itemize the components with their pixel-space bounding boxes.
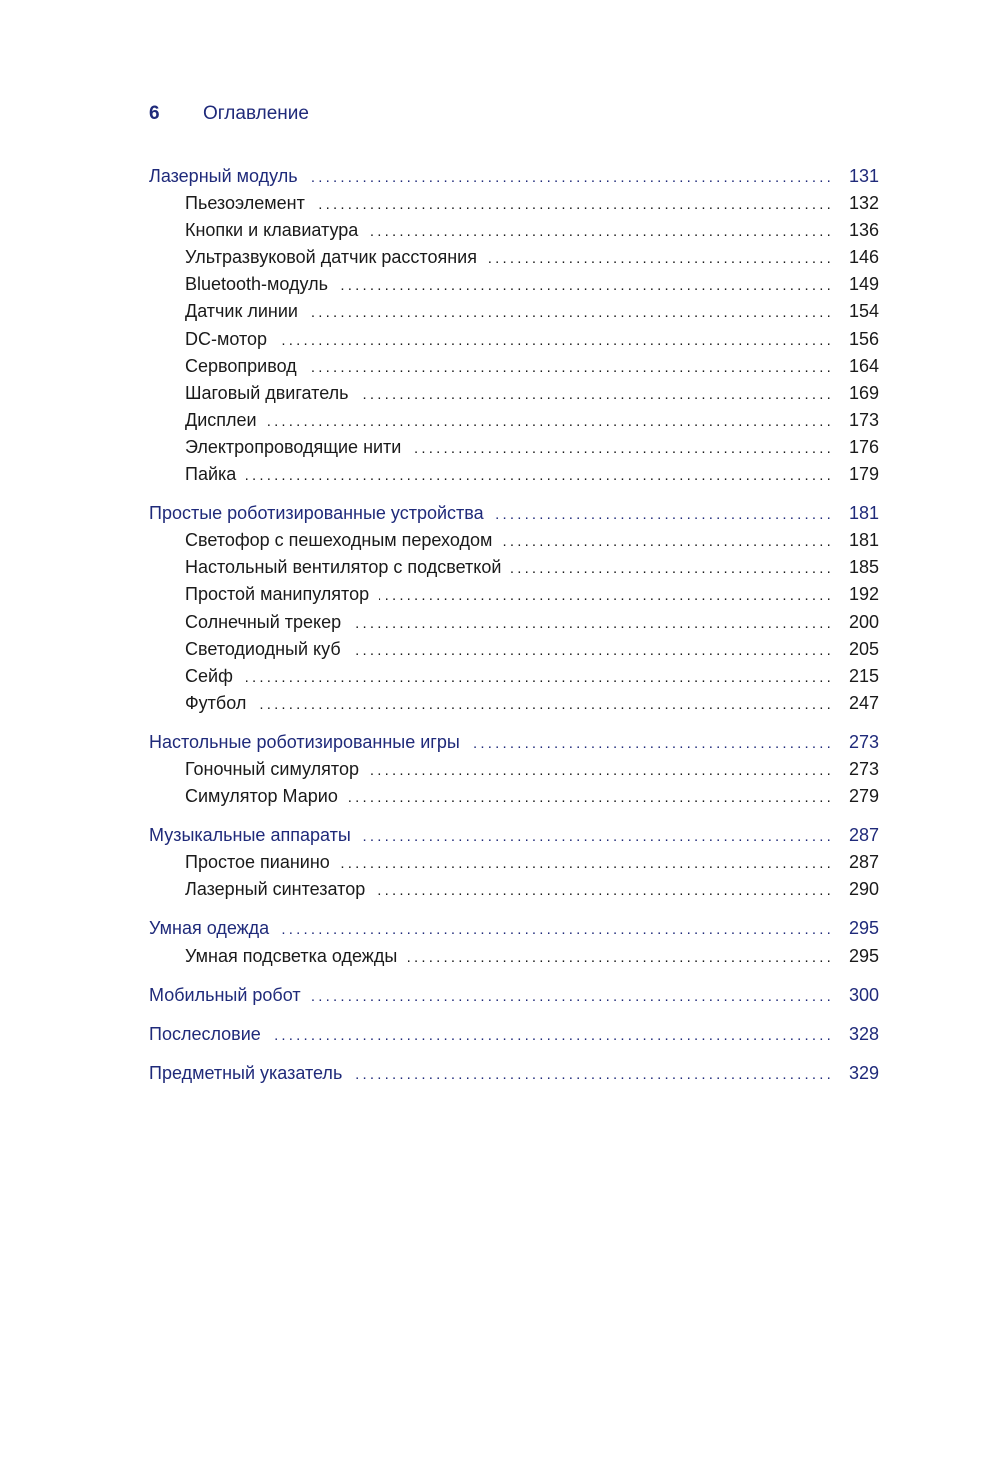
page-ref: 156 — [848, 328, 879, 349]
dot-leader — [256, 691, 834, 718]
toc-subentry[interactable] — [149, 943, 879, 970]
page-ref: 247 — [848, 692, 879, 713]
dot-leader — [308, 164, 834, 191]
dot-leader — [502, 528, 834, 555]
dot-leader — [279, 916, 834, 943]
dot-leader — [351, 610, 834, 637]
subentry-title: Светофор с пешеходным переходом — [185, 530, 493, 551]
toc-subentry[interactable] — [149, 217, 879, 244]
dot-leader — [494, 501, 834, 528]
subentry-title: Пьезоэлемент — [185, 193, 305, 214]
toc-subentry[interactable] — [149, 636, 879, 663]
subentry-title: Солнечный трекер — [185, 611, 342, 632]
dot-leader — [340, 850, 834, 877]
dot-leader — [315, 191, 834, 218]
dot-leader — [246, 462, 834, 489]
page-ref: 300 — [848, 984, 879, 1005]
dot-leader — [307, 354, 834, 381]
toc-subentry[interactable] — [149, 271, 879, 298]
toc-subentry[interactable] — [149, 849, 879, 876]
dot-leader — [351, 637, 834, 664]
toc-chapter-entry[interactable] — [149, 982, 879, 1009]
page-ref: 215 — [848, 665, 879, 686]
toc-section — [149, 729, 879, 810]
toc-subentry[interactable] — [149, 461, 879, 488]
chapter-title: Музыкальные аппараты — [149, 825, 351, 846]
page-title: Оглавление — [203, 103, 309, 124]
dot-leader — [369, 757, 834, 784]
toc-subentry[interactable] — [149, 527, 879, 554]
dot-leader — [352, 1061, 834, 1088]
dot-leader — [271, 1022, 834, 1049]
page-ref: 205 — [848, 638, 879, 659]
chapter-title: Предметный указатель — [149, 1062, 343, 1083]
dot-leader — [311, 983, 834, 1010]
page-ref: 273 — [848, 731, 879, 752]
chapter-title: Умная одежда — [149, 918, 270, 939]
dot-leader — [375, 877, 834, 904]
page-ref: 179 — [848, 464, 879, 485]
toc-subentry[interactable] — [149, 380, 879, 407]
page-ref: 295 — [848, 918, 879, 939]
page-ref: 287 — [848, 852, 879, 873]
page-header — [149, 101, 309, 127]
subentry-title: Электропроводящие нити — [185, 436, 402, 457]
toc-subentry[interactable] — [149, 434, 879, 461]
page-ref: 164 — [848, 355, 879, 376]
toc-subentry[interactable] — [149, 190, 879, 217]
page-ref: 329 — [848, 1062, 879, 1083]
dot-leader — [411, 435, 834, 462]
subentry-title: Простой манипулятор — [185, 584, 370, 605]
subentry-title: Ультразвуковой датчик расстояния — [185, 247, 477, 268]
toc-subentry[interactable] — [149, 756, 879, 783]
subentry-title: Настольный вентилятор с подсветкой — [185, 557, 502, 578]
page-ref: 146 — [848, 247, 879, 268]
toc-subentry[interactable] — [149, 663, 879, 690]
subentry-title: Лазерный синтезатор — [185, 879, 366, 900]
subentry-title: Bluetooth-модуль — [185, 274, 329, 295]
dot-leader — [368, 218, 834, 245]
toc-section — [149, 1021, 879, 1048]
toc-section — [149, 1060, 879, 1087]
page-ref: 136 — [848, 220, 879, 241]
page-ref: 279 — [848, 786, 879, 807]
toc-chapter-entry[interactable] — [149, 163, 879, 190]
page-ref: 192 — [848, 584, 879, 605]
subentry-title: Пайка — [185, 464, 237, 485]
page-ref: 287 — [848, 825, 879, 846]
toc-subentry[interactable] — [149, 407, 879, 434]
toc-chapter-entry[interactable] — [149, 822, 879, 849]
subentry-title: Сервопривод — [185, 355, 297, 376]
subentry-title: Гоночный симулятор — [185, 758, 359, 779]
subentry-title: Простое пианино — [185, 852, 330, 873]
toc-subentry[interactable] — [149, 353, 879, 380]
subentry-title: Датчик линии — [185, 301, 298, 322]
subentry-title: Светодиодный куб — [185, 638, 341, 659]
page-ref: 200 — [848, 611, 879, 632]
toc-chapter-entry[interactable] — [149, 500, 879, 527]
toc-chapter-entry[interactable] — [149, 915, 879, 942]
page-ref: 132 — [848, 193, 879, 214]
toc-section — [149, 982, 879, 1009]
dot-leader — [243, 664, 834, 691]
dot-leader — [407, 944, 834, 971]
page-number: 6 — [149, 103, 160, 124]
toc-subentry[interactable] — [149, 581, 879, 608]
chapter-title: Мобильный робот — [149, 984, 301, 1005]
dot-leader — [511, 555, 834, 582]
toc-chapter-entry[interactable] — [149, 729, 879, 756]
subentry-title: Кнопки и клавиатура — [185, 220, 359, 241]
subentry-title: Сейф — [185, 665, 233, 686]
subentry-title: Шаговый двигатель — [185, 382, 349, 403]
page-ref: 290 — [848, 879, 879, 900]
toc-subentry[interactable] — [149, 326, 879, 353]
subentry-title: Симулятор Марио — [185, 786, 338, 807]
dot-leader — [487, 245, 834, 272]
page-ref: 181 — [848, 530, 879, 551]
page-ref: 185 — [848, 557, 879, 578]
dot-leader — [277, 327, 834, 354]
chapter-title: Настольные роботизированные игры — [149, 731, 460, 752]
dot-leader — [361, 823, 834, 850]
subentry-title: DC-мотор — [185, 328, 268, 349]
subentry-title: Дисплеи — [185, 409, 257, 430]
toc-subentry[interactable] — [149, 244, 879, 271]
page-ref: 295 — [848, 945, 879, 966]
dot-leader — [470, 730, 834, 757]
page-ref: 273 — [848, 758, 879, 779]
page-ref: 181 — [848, 503, 879, 524]
toc-subentry[interactable] — [149, 690, 879, 717]
chapter-title: Послесловие — [149, 1023, 261, 1044]
page-ref: 154 — [848, 301, 879, 322]
chapter-title: Лазерный модуль — [149, 166, 298, 186]
toc-section — [149, 915, 879, 969]
toc-subentry[interactable] — [149, 609, 879, 636]
toc-section — [149, 822, 879, 903]
page-ref: 169 — [848, 382, 879, 403]
toc-chapter-entry[interactable] — [149, 1060, 879, 1087]
toc-subentry[interactable] — [149, 876, 879, 903]
toc-subentry[interactable] — [149, 783, 879, 810]
dot-leader — [267, 408, 834, 435]
dot-leader — [379, 582, 834, 609]
chapter-title: Простые роботизированные устройства — [149, 503, 484, 524]
toc-subentry[interactable] — [149, 554, 879, 581]
toc-section — [149, 163, 879, 488]
dot-leader — [338, 272, 834, 299]
page-ref: 176 — [848, 436, 879, 457]
dot-leader — [348, 784, 834, 811]
table-of-contents — [149, 163, 879, 1099]
dot-leader — [308, 299, 834, 326]
subentry-title: Умная подсветка одежды — [185, 945, 398, 966]
subentry-title: Футбол — [185, 692, 247, 713]
page-ref: 328 — [848, 1023, 879, 1044]
page-ref: 173 — [848, 409, 879, 430]
dot-leader — [359, 381, 835, 408]
toc-section — [149, 500, 879, 717]
toc-chapter-entry[interactable] — [149, 1021, 879, 1048]
toc-subentry[interactable] — [149, 298, 879, 325]
page-ref: 131 — [848, 166, 879, 186]
page-ref: 149 — [848, 274, 879, 295]
